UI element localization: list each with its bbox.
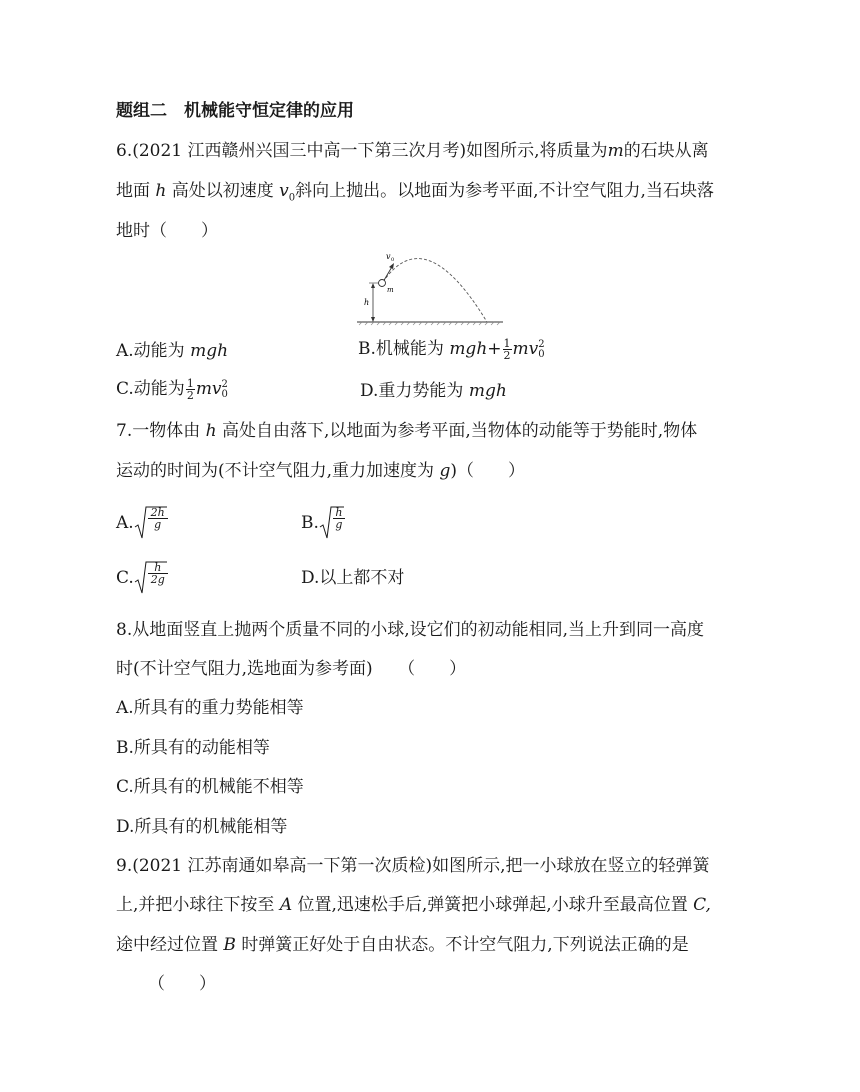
q7-option-c[interactable]: C. $\frac{h}{2g}$	[116, 560, 168, 596]
q8-option-b[interactable]: B.所具有的动能相等	[116, 738, 270, 758]
q9-line2: 上,并把小球往下按至 A 位置,迅速松手后,弹簧把小球弹起,小球升至最高位置 C,	[116, 895, 711, 915]
label-v0: v	[386, 252, 391, 261]
q7-line1: 7.一物体由 h 高处自由落下,以地面为参考平面,当物体的动能等于势能时,物体	[116, 421, 698, 441]
fraction: $\frac{1}{2}$	[186, 377, 194, 402]
q6-option-d[interactable]: D.重力势能为 mgh	[360, 381, 507, 401]
q6-line3: 地时（ ）	[116, 221, 218, 241]
label-v0-sub: 0	[391, 257, 395, 263]
q7-option-b[interactable]: B. $\frac{h}{g}$	[301, 505, 345, 541]
sqrt-expression: $\frac{h}{2g}$	[134, 560, 168, 596]
q6-line1: 6.(2021 江西赣州兴国三中高一下第三次月考)如图所示,将质量为m的石块从离	[116, 141, 709, 161]
q8-option-d[interactable]: D.所具有的机械能相等	[116, 817, 288, 837]
q7-option-a[interactable]: A. $\frac{2h}{g}$	[116, 505, 168, 541]
q8-line2: 时(不计空气阻力,选地面为参考面) （ ）	[116, 659, 467, 679]
label-m: m	[387, 286, 394, 294]
sqrt-expression: $\frac{h}{g}$	[319, 505, 345, 541]
q7-line2: 运动的时间为(不计空气阻力,重力加速度为 g)（ ）	[116, 461, 525, 481]
sqrt-expression: $\frac{2h}{g}$	[134, 505, 168, 541]
q6-option-b[interactable]: B.机械能为 mgh+ $\frac{1}{2}$ mv 2 0	[358, 337, 545, 362]
q9-line1: 9.(2021 江苏南通如皋高一下第一次质检)如图所示,把一小球放在竖立的轻弹簧	[116, 856, 710, 876]
section-title: 题组二 机械能守恒定律的应用	[116, 101, 354, 121]
q8-option-a[interactable]: A.所具有的重力势能相等	[116, 698, 304, 718]
trajectory-path	[383, 259, 487, 322]
q6-line2: 地面 h 高处以初速度 $v_0$斜向上抛出。以地面为参考平面,不计空气阻力,当石块落	[116, 181, 714, 204]
q9-line4: （ ）	[148, 974, 216, 994]
projectile-figure	[355, 245, 505, 327]
q9-line3: 途中经过位置 B 时弹簧正好处于自由状态。不计空气阻力,下列说法正确的是	[116, 935, 689, 955]
q8-line1: 8.从地面竖直上抛两个质量不同的小球,设它们的初动能相同,当上升到同一高度	[116, 620, 705, 640]
velocity-arrow-head	[389, 263, 394, 269]
height-arrow-bottom	[371, 317, 375, 322]
q7-option-d[interactable]: D.以上都不对	[301, 568, 405, 588]
label-h: h	[364, 298, 370, 307]
stone-ball	[379, 280, 386, 287]
fraction: $\frac{1}{2}$	[503, 337, 511, 362]
q6-option-a[interactable]: A.动能为 mgh	[116, 341, 229, 361]
projectile-diagram	[355, 245, 505, 327]
q6-option-c[interactable]: C.动能为 $\frac{1}{2}$ mv 2 0	[116, 377, 228, 402]
q8-option-c[interactable]: C.所具有的机械能不相等	[116, 777, 304, 797]
height-arrow-top	[371, 283, 375, 288]
